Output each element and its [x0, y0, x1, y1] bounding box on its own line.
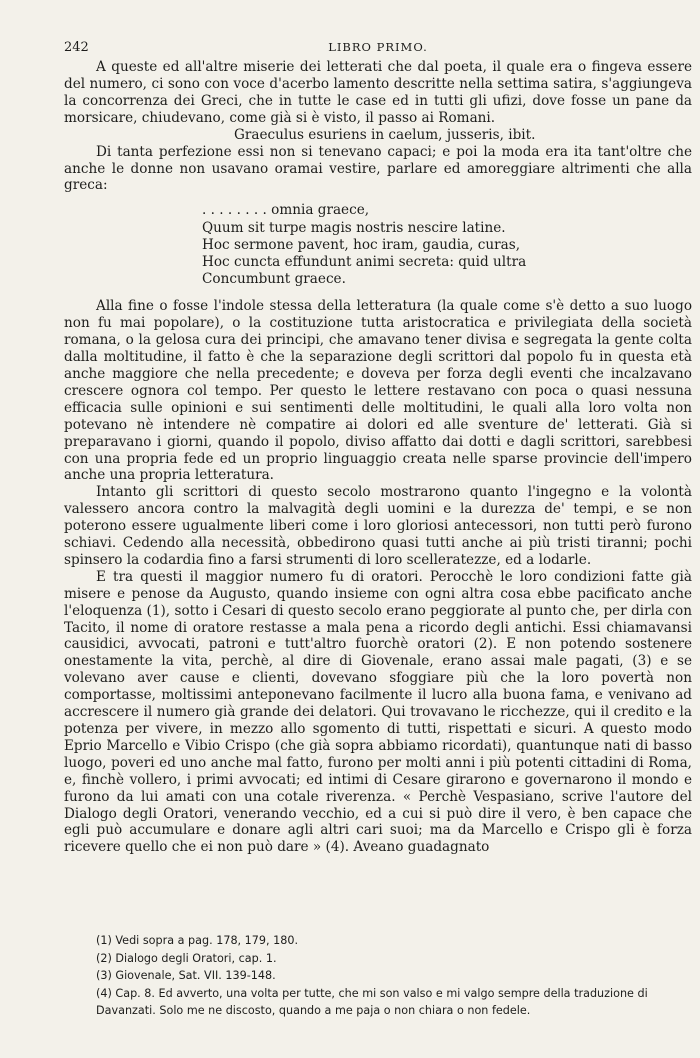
- paragraph-3: Alla fine o fosse l'indole stessa della letteratura (la quale come s'è detto a suo luogo non fu mai popolare), o la costituzione tutta aristocratica e privilegiata della società romana, o la gelosa cura dei principi, che amavano tener divisa e segregata la gente colta dalla moltitudine, il fatto è che la separazione degli scrittori dal popolo fu in questa età anche maggiore che nella precedente; e doveva per forza degli eventi che incalzavano crescere ognora col tempo. Per questo le lettere restavano con poca o quasi nessuna efficacia sulle opinioni e sui sentimenti delle moltitudini, le quali alla loro volta non potevano nè intendere nè compatire ai dolori ed alle sventure de' letterati. Già si preparavano i giorni, quando il popolo, diviso affatto dai dotti e dagli scrittori, sarebbesi con una propria fede ed un proprio linguaggio creata nelle sparse provincie dell'impero anche una propria letteratura.: [64, 298, 692, 484]
- footnotes: [64, 932, 692, 1020]
- main-text: [64, 59, 692, 856]
- footnote-4: (4) Cap. 8. Ed avverto, una volta per tutte, che mi son valso e mi valgo sempre della traduzione di Davanzati. Solo me ne discosto, quando a me paja o non chiara o non fedele.: [96, 986, 648, 1018]
- paragraph-2: Di tanta perfezione essi non si tenevano capaci; e poi la moda era ita tant'oltre che anche le donne non usavano oramai vestire, parlare ed amoreggiare altrimenti che alla greca:: [64, 143, 692, 194]
- page-number: 242: [64, 40, 89, 55]
- page-header: [64, 40, 692, 55]
- verse-line: . . . . . . . . omnia graece,: [202, 202, 370, 219]
- paragraph-1: A queste ed all'altre miserie dei letterati che dal poeta, il quale era o fingeva essere del numero, ci sono con voce d'acerbo lamento descritte nella settima satira, s'aggiungeva la concorrenza dei Greci, che in tutte le case ed in tutti gli ufizi, dove fosse un pane da morsicare, chiudevano, come già si è visto, il passo ai Romani.: [64, 59, 692, 126]
- paragraph-4: Intanto gli scrittori di questo secolo mostrarono quanto l'ingegno e la volontà valessero ancora contro la malvagità degli uomini e la durezza de' tempi, e se non poterono essere ugualmente liberi come i loro gloriosi antecessori, non tutti però furono schiavi. Cedendo alla necessità, obbedirono quasi tutti anche ai più tristi tiranni; pochi spinsero la codardia fino a farsi strumenti di loro scelleratezze, ed a lodarle.: [64, 484, 692, 568]
- verse-line: Concumbunt graece.: [202, 271, 346, 288]
- book-page: [64, 40, 692, 856]
- verse-line: Quum sit turpe magis nostris nescire latine.: [202, 219, 506, 236]
- verse-line: Hoc sermone pavent, hoc iram, gaudia, curas,: [202, 236, 521, 253]
- footnote-2: (2) Dialogo degli Oratori, cap. 1.: [96, 951, 277, 965]
- footnote-3: (3) Giovenale, Sat. VII. 139-148.: [96, 969, 276, 983]
- latin-verse: [202, 202, 692, 288]
- latin-quote: Graeculus esuriens in caelum, jusseris, ibit.: [234, 126, 536, 143]
- footnote-1: (1) Vedi sopra a pag. 178, 179, 180.: [96, 934, 299, 947]
- running-title: LIBRO PRIMO.: [328, 40, 428, 54]
- paragraph-5: E tra questi il maggior numero fu di oratori. Perocchè le loro condizioni fatte già misere e penose da Augusto, quando insieme con ogni altra cosa ebbe pacificato anche l'eloquenza (1), sotto i Cesari di questo secolo erano peggiorate al punto che, per dirla con Tacito, il nome di oratore restasse a mala pena a ricordo degli antichi. Essi chiamavansi causidici, avvocati, patroni e tutt'altro fuorchè oratori (2). E non potendo sostenere onestamente la vita, perchè, al dire di Giovenale, erano assai male pagati, (3) e se volevano aver cause e clienti, dovevano sfoggiare più che la loro povertà non comportasse, moltissimi anteponevano facilmente il lucro alla buona fama, e venivano ad accrescere il numero già grande dei delatori. Qui trovavano le ricchezze, qui il credito e la potenza per vivere, in mezzo allo sgomento di tutti, rispettati e sicuri. A questo modo Eprio Marcello e Vibio Crispo (che già sopra abbiamo ricordati), quantunque nati di basso luogo, poveri ed uno anche mal fatto, furono per molti anni i più potenti cittadini di Roma, e, finchè vollero, i primi avvocati; ed intimi di Cesare girarono e governarono il mondo e furono da lui amati con una cotale riverenza. « Perchè Vespasiano, scrive l'autore del Dialogo degli Oratori, venerando vecchio, ed a cui si può dire il vero, è ben capace che egli può accumulare e donare agli altri cari suoi; ma da Marcello e Crispo gli è forza ricevere quello che ei non può dare » (4). Aveano guadagnato: [64, 568, 692, 856]
- verse-line: Hoc cuncta effundunt animi secreta: quid ultra: [202, 253, 527, 270]
